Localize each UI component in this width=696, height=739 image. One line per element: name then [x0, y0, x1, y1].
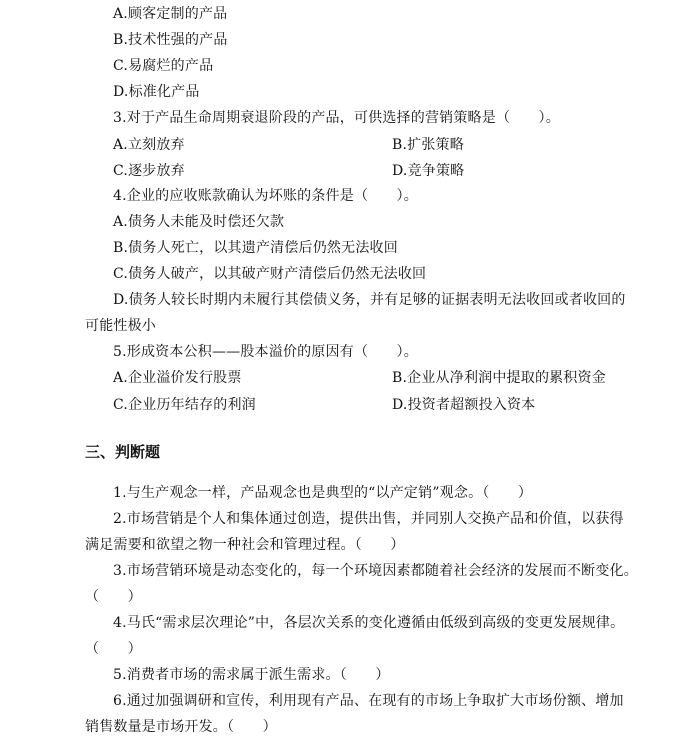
q4-option-c: C.债务人破产，以其破产财产清偿后仍然无法收回	[113, 266, 427, 282]
tf-question-2: 2.市场营销是个人和集体通过创造，提供出售，并同别人交换产品和价值，以获得	[113, 511, 624, 527]
q3-option-b: B.扩张策略	[392, 137, 464, 153]
tf-question-6: 6.通过加强调研和宣传，利用现有产品、在现有的市场上争取扩大市场份额、增加	[113, 693, 624, 709]
tf-question-3-continued: （ ）	[85, 589, 142, 605]
q4-option-d-continued: 可能性极小	[85, 318, 156, 334]
q5-option-a: A.企业溢价发行股票	[113, 370, 242, 386]
tf-question-4: 4.马氏“需求层次理论”中，各层次关系的变化遵循由低级到高级的变更发展规律。	[113, 615, 625, 631]
tf-question-5: 5.消费者市场的需求属于派生需求。（ ）	[113, 667, 390, 683]
q3-stem: 3.对于产品生命周期衰退阶段的产品，可供选择的营销策略是（ ）。	[113, 110, 560, 126]
q4-option-b: B.债务人死亡，以其遗产清偿后仍然无法收回	[113, 240, 398, 256]
q5-stem: 5.形成资本公积——股本溢价的原因有（ ）。	[113, 344, 418, 360]
q3-option-c: C.逐步放弃	[113, 163, 185, 179]
q4-option-a: A.债务人未能及时偿还欠款	[113, 214, 285, 230]
q3-option-a: A.立刻放弃	[113, 137, 185, 153]
q5-option-b: B.企业从净利润中提取的累积资金	[392, 370, 606, 386]
tf-question-2-continued: 满足需要和欲望之物一种社会和管理过程。（ ）	[85, 537, 405, 553]
section-heading: 三、判断题	[85, 443, 161, 461]
tf-question-4-continued: （ ）	[85, 641, 142, 657]
q4-option-d: D.债务人较长时期内未履行其偿债义务，并有足够的证据表明无法收回或者收回的	[113, 292, 626, 308]
q2-option-a: A.顾客定制的产品	[113, 6, 228, 22]
tf-question-6-continued: 销售数量是市场开发。（ ）	[85, 719, 277, 735]
q2-option-c: C.易腐烂的产品	[113, 58, 214, 74]
q5-option-d: D.投资者超额投入资本	[392, 397, 536, 413]
q3-option-d: D.竞争策略	[392, 163, 465, 179]
q5-option-c: C.企业历年结存的利润	[113, 397, 256, 413]
tf-question-3: 3.市场营销环境是动态变化的，每一个环境因素都随着社会经济的发展而不断变化。	[113, 563, 638, 579]
q2-option-b: B.技术性强的产品	[113, 32, 228, 48]
q4-stem: 4.企业的应收账款确认为坏账的条件是（ ）。	[113, 188, 418, 204]
q2-option-d: D.标准化产品	[113, 84, 200, 100]
tf-question-1: 1.与生产观念一样，产品观念也是典型的“以产定销”观念。（ ）	[113, 485, 533, 501]
